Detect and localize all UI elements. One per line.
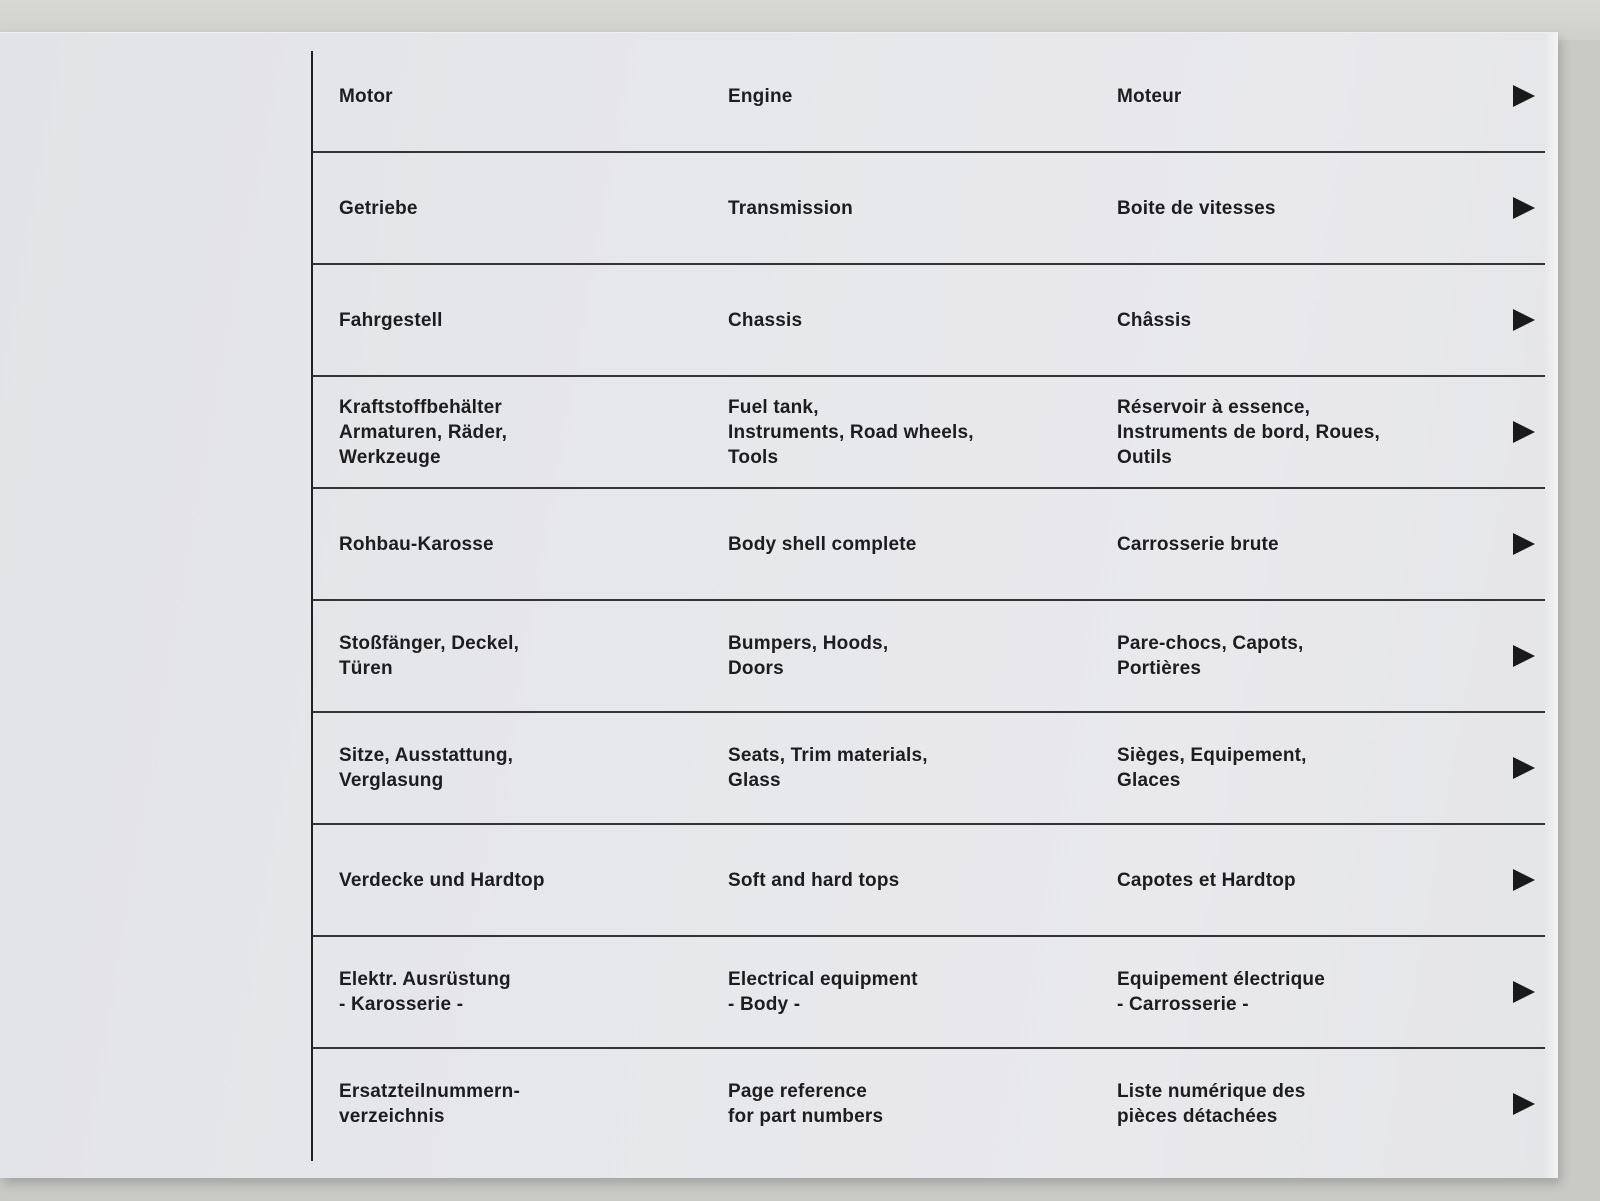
right-triangle-icon[interactable] [1513,197,1535,219]
section-row-getriebe[interactable] [313,153,1545,265]
label-french: Boite de vitesses [1117,197,1276,219]
index-page [0,32,1558,1178]
section-row-elektr[interactable] [313,937,1545,1049]
label-english: Engine [728,85,793,107]
label-german: Motor [339,85,393,107]
label-english: Bumpers, Hoods, Doors [728,633,889,679]
right-triangle-icon[interactable] [1513,869,1535,891]
right-triangle-icon[interactable] [1513,1093,1535,1115]
label-english: Transmission [728,197,853,219]
section-row-stossfaenger[interactable] [313,601,1545,713]
right-triangle-icon[interactable] [1513,533,1535,555]
right-triangle-icon[interactable] [1513,645,1535,667]
label-french: Réservoir à essence, Instruments de bord, Roues, Outils [1117,396,1380,468]
section-row-fahrgestell[interactable] [313,265,1545,377]
label-german: Rohbau-Karosse [339,533,494,555]
label-german: Sitze, Ausstattung, Verglasung [339,745,514,791]
section-row-ersatzteil[interactable] [313,1049,1545,1161]
right-triangle-icon[interactable] [1513,309,1535,331]
label-french: Capotes et Hardtop [1117,869,1296,891]
label-french: Moteur [1117,85,1182,107]
right-triangle-icon[interactable] [1513,85,1535,107]
section-row-motor[interactable] [313,41,1545,153]
section-row-verdecke[interactable] [313,825,1545,937]
label-german: Fahrgestell [339,309,443,331]
label-english: Body shell complete [728,533,917,555]
section-row-sitze[interactable] [313,713,1545,825]
label-english: Seats, Trim materials, Glass [728,745,928,791]
label-french: Sièges, Equipement, Glaces [1117,745,1307,791]
label-german: Verdecke und Hardtop [339,869,545,891]
label-german: Kraftstoffbehälter Armaturen, Räder, Werkzeuge [339,396,508,468]
label-english: Chassis [728,309,803,331]
label-english: Fuel tank, Instruments, Road wheels, Tools [728,396,974,468]
label-german: Getriebe [339,197,418,219]
label-french: Pare-chocs, Capots, Portières [1117,633,1304,679]
right-triangle-icon[interactable] [1513,421,1535,443]
label-french: Liste numérique des pièces détachées [1117,1081,1306,1127]
section-row-rohbau[interactable] [313,489,1545,601]
label-english: Page reference for part numbers [728,1081,884,1127]
section-row-kraftstoff[interactable] [313,377,1545,489]
label-german: Elektr. Ausrüstung - Karosserie - [339,969,511,1015]
label-french: Châssis [1117,309,1192,331]
right-triangle-icon[interactable] [1513,981,1535,1003]
label-english: Electrical equipment - Body - [728,969,918,1015]
label-english: Soft and hard tops [728,869,900,891]
label-german: Stoßfänger, Deckel, Türen [339,633,520,679]
label-french: Carrosserie brute [1117,533,1279,555]
right-triangle-icon[interactable] [1513,757,1535,779]
label-german: Ersatzteilnummern- verzeichnis [339,1081,520,1127]
page-edge [1544,33,1558,1178]
label-french: Equipement électrique - Carrosserie - [1117,969,1325,1015]
